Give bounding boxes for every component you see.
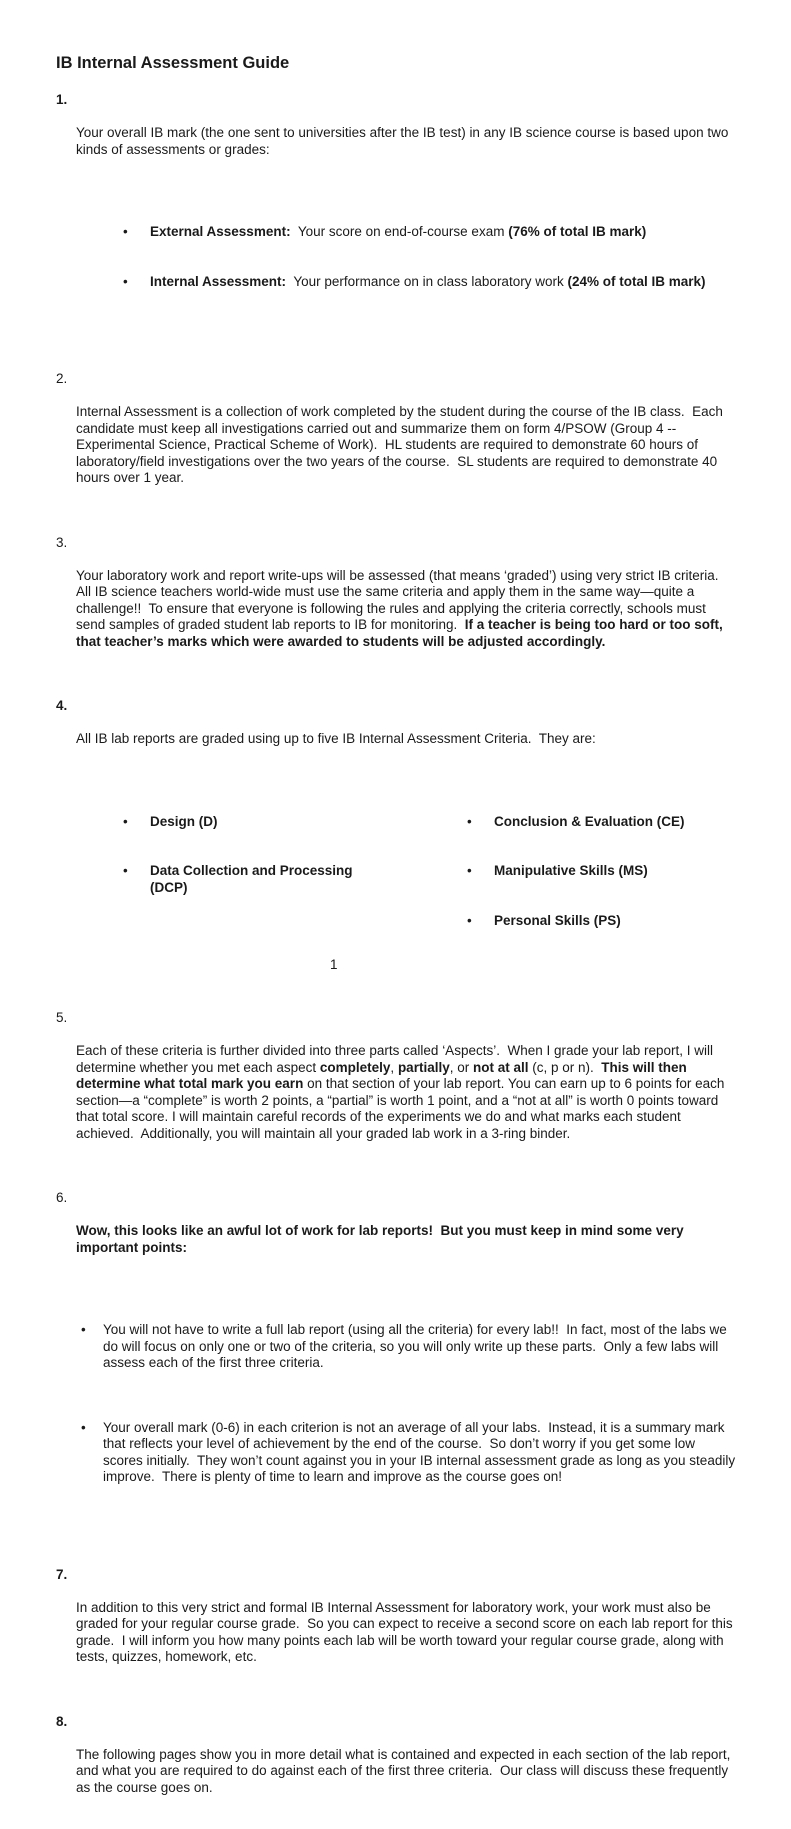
text-run: Wow, this looks like an awful lot of work for lab reports! But you must keep in mind some very important points: (76, 1223, 687, 1255)
text-run: (DCP) (150, 880, 353, 897)
bullet-paragraph (494, 913, 621, 930)
bullet-icon: • (467, 814, 494, 831)
bullet-icon: • (123, 224, 150, 241)
item-paragraph (76, 1747, 737, 1797)
text-run: You will not have to write a full lab report (using all the criteria) for every lab!! In fact, most of the labs we do will focus on only one or two of the criteria, so you will only write up these parts. Only a few labs will assess each of the first three criteria. (103, 1322, 731, 1370)
bullet-icon: • (123, 814, 150, 831)
bullet-icon: • (123, 274, 150, 291)
item-body (76, 92, 737, 356)
text-run: Your overall mark (0-6) in each criterion is not an average of all your labs. Instead, it is a summary mark that reflects your level of achievement by the end of the course. So don’t worry if you get some low scores initially. They won’t count against you in your IB internal assessment grade as long as you steadily improve. There is plenty of time to learn and improve as the course goes on! (103, 1420, 739, 1485)
item-number: 1. (56, 92, 76, 109)
bullet-item (467, 814, 737, 831)
item-body (76, 371, 737, 520)
text-run: Data Collection and Processing (150, 863, 353, 880)
item-paragraph (76, 1043, 737, 1142)
criteria-column-right (420, 781, 737, 963)
text-run: Manipulative Skills (MS) (494, 863, 648, 880)
item-body (76, 535, 737, 684)
list-item-6 (56, 1190, 737, 1552)
bullet-icon: • (467, 913, 494, 930)
item-body (76, 1567, 737, 1699)
bullet-icon: • (81, 1420, 103, 1486)
bullet-paragraph (494, 863, 648, 880)
text-run: , or (450, 1060, 473, 1075)
list-item-7 (56, 1567, 737, 1699)
list-item-8 (56, 1714, 737, 1829)
text-run: If a teacher is being too hard or too soft, that teacher’s marks which were awarded to students will be adjusted accordingly. (76, 617, 727, 649)
item-number: 7. (56, 1567, 76, 1584)
list-item-5 (56, 1010, 737, 1175)
bullet-icon: • (81, 1322, 103, 1372)
bullet-paragraph (150, 274, 705, 291)
item-body (76, 1714, 737, 1829)
item-number: 6. (56, 1190, 76, 1207)
bullet-item (467, 913, 737, 930)
text-run: on that section of your lab report. You can earn up to 6 points for each section—a “complete” is worth 2 points, a “partial” is worth 1 point, and a “not at all” is worth 0 points toward that total score. I will maintain careful records of the experiments we do and what marks each student achieved. Additionally, you will maintain all your graded lab work in a 3-ring binder. (76, 1076, 728, 1141)
list-item-1 (56, 92, 737, 356)
text-run: This will then determine what total mark you earn (76, 1060, 691, 1092)
list-item-3 (56, 535, 737, 684)
bullet-item (467, 863, 737, 880)
text-run: partially (398, 1060, 450, 1075)
text-run: (c, p or n). (529, 1060, 602, 1075)
criteria-columns (76, 781, 737, 963)
bullet-paragraph (103, 1322, 737, 1372)
item-paragraph (76, 1223, 737, 1256)
item-number: 4. (56, 698, 76, 715)
item-number: 2. (56, 371, 76, 388)
bullet-paragraph (150, 863, 353, 896)
text-run: Internal Assessment is a collection of work completed by the student during the course of the IB class. Each candidate must keep all investigations carried out and summarize them on form 4/PSOW (Group 4 -- Experimental Science, Practical Scheme of Work). HL students are required to demonstrate 60 hours of laboratory/field investigations over the two years of the course. SL students are required to demonstrate 40 hours over 1 year. (76, 404, 727, 485)
item-paragraph (76, 404, 737, 487)
list-item-4 (56, 698, 737, 995)
text-run: Your performance on in class laboratory work (286, 274, 567, 289)
item-body (76, 1190, 737, 1552)
text-run: Your overall IB mark (the one sent to universities after the IB test) in any IB science course is based upon two kinds of assessments or grades: (76, 125, 732, 157)
item-paragraph (76, 731, 737, 748)
bullet-paragraph (150, 224, 646, 241)
bullet-item (81, 1420, 737, 1486)
bullet-icon: • (467, 863, 494, 880)
text-run: Your laboratory work and report write-ups will be assessed (that means ‘graded’) using very strict IB criteria. All IB science teachers world-wide must use the same criteria and apply them in the same way—quite a challenge!! To ensure that everyone is following the rules and applying the criteria correctly, schools must send samples of graded student lab reports to IB for monitoring. (76, 568, 725, 633)
text-run: In addition to this very strict and formal IB Internal Assessment for laboratory work, your work must also be graded for your regular course grade. So you can expect to receive a second score on each lab report for this grade. I will inform you how many points each lab will be worth toward your regular course grade, along with tests, quizzes, homework, etc. (76, 1600, 736, 1665)
text-run: All IB lab reports are graded using up to five IB Internal Assessment Criteria. They are: (76, 731, 596, 746)
text-run: Conclusion & Evaluation (CE) (494, 814, 685, 831)
bullet-list (76, 191, 737, 323)
text-run: External Assessment: (150, 224, 291, 239)
text-run: , (390, 1060, 398, 1075)
document-title: IB Internal Assessment Guide (56, 53, 737, 73)
page-number: 1 (330, 957, 338, 974)
item-paragraph (76, 568, 737, 651)
bullet-paragraph (494, 814, 685, 831)
item-body (76, 1010, 737, 1175)
bullet-item (123, 274, 737, 291)
bullet-item (81, 1322, 737, 1372)
bullet-paragraph (103, 1420, 737, 1486)
document-content (56, 53, 737, 1829)
item-number: 5. (56, 1010, 76, 1027)
bullet-paragraph (150, 814, 218, 831)
text-run: not at all (473, 1060, 529, 1075)
text-run: (24% of total IB mark) (567, 274, 705, 289)
criteria-column-left (76, 781, 420, 963)
text-run: The following pages show you in more detail what is contained and expected in each section of the lab report, and what you are required to do against each of the first three criteria. Our class will discuss these frequently as the course goes on. (76, 1747, 734, 1795)
text-run: (76% of total IB mark) (508, 224, 646, 239)
text-run: Design (D) (150, 814, 218, 831)
text-run: completely (320, 1060, 391, 1075)
text-run: Each of these criteria is further divided into three parts called ‘Aspects’. When I grade your lab report, I will determine whether you met each aspect (76, 1043, 717, 1075)
list-item-2 (56, 371, 737, 520)
item-paragraph (76, 1600, 737, 1666)
bullet-icon: • (123, 863, 150, 896)
bullet-item (123, 814, 420, 831)
bullet-item (123, 224, 737, 241)
item-paragraph (76, 125, 737, 158)
text-run: Personal Skills (PS) (494, 913, 621, 930)
bullet-list (76, 1289, 737, 1519)
text-run: Your score on end-of-course exam (291, 224, 509, 239)
text-run: Internal Assessment: (150, 274, 286, 289)
item-body (76, 698, 737, 995)
bullet-item (123, 863, 420, 896)
item-number: 3. (56, 535, 76, 552)
item-number: 8. (56, 1714, 76, 1731)
